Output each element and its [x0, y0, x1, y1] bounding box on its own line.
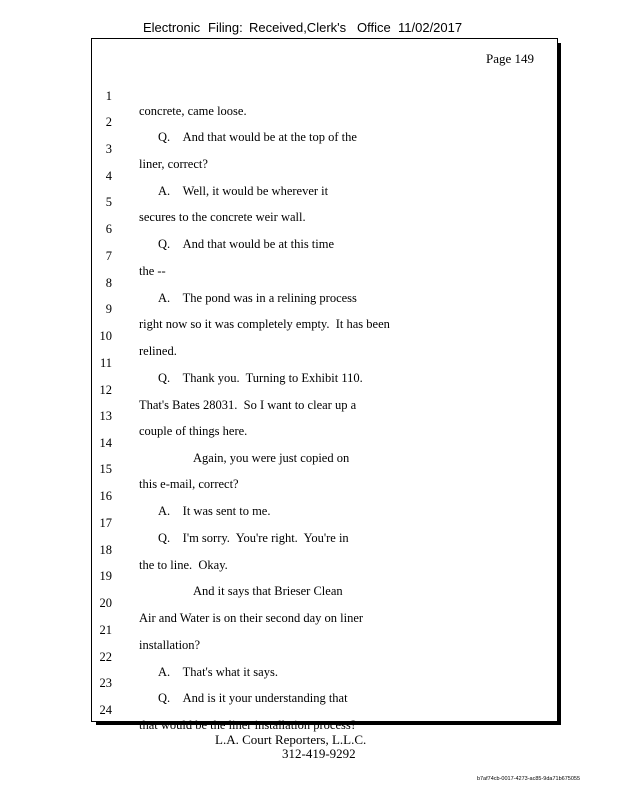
line-text: couple of things here.	[139, 424, 248, 438]
line-text: installation?	[139, 638, 201, 652]
line-number: 11	[99, 356, 112, 370]
line-number: 18	[99, 543, 112, 557]
line-text: right now so it was completely empty. It has been	[139, 317, 390, 331]
line-text: Q. And is it your understanding that	[158, 691, 348, 705]
line-text: Q. And that would be at the top of the	[158, 130, 357, 144]
transcript-line	[0, 234, 166, 278]
line-number: 19	[99, 569, 112, 583]
line-number: 13	[99, 409, 112, 423]
line-text: Q. Thank you. Turning to Exhibit 110.	[158, 371, 363, 385]
line-number: 20	[99, 596, 112, 610]
line-text: A. That's what it says.	[158, 665, 278, 679]
line-text: relined.	[139, 344, 177, 358]
line-text: Again, you were just copied on	[193, 451, 350, 465]
line-text: A. It was sent to me.	[158, 504, 271, 518]
filing-stamp-date: 11/02/2017	[398, 20, 463, 35]
line-text: A. The pond was in a relining process	[158, 291, 357, 305]
line-number: 6	[105, 222, 112, 236]
line-number: 2	[105, 115, 112, 129]
line-text: that would be the liner installation process?	[139, 718, 357, 732]
line-number: 24	[99, 703, 112, 717]
filing-stamp-received: Received,Clerk's	[249, 20, 347, 35]
filing-stamp-header	[0, 20, 618, 38]
line-number: 17	[99, 516, 112, 530]
line-number: 15	[99, 462, 112, 476]
transcript-line	[0, 447, 239, 491]
line-number: 23	[99, 676, 112, 690]
line-text: And it says that Brieser Clean	[193, 584, 343, 598]
line-number: 9	[105, 302, 112, 316]
line-text: liner, correct?	[139, 157, 208, 171]
line-number: 21	[99, 623, 112, 637]
line-number: 10	[99, 329, 112, 343]
line-text: Q. And that would be at this time	[158, 237, 335, 251]
line-number: 16	[99, 489, 112, 503]
line-number: 7	[105, 249, 112, 263]
document-hash: b7af74cb-0017-4273-ac85-9da71b675055	[476, 776, 580, 782]
transcript-line	[0, 74, 247, 118]
line-text: concrete, came loose.	[139, 104, 247, 118]
line-text: the --	[139, 264, 166, 278]
line-number: 8	[105, 276, 112, 290]
filing-stamp-filing: Filing:	[208, 20, 243, 35]
line-text: the to line. Okay.	[139, 558, 228, 572]
transcript-line	[0, 314, 177, 358]
line-text: A. Well, it would be wherever it	[158, 184, 329, 198]
line-number: 22	[99, 650, 112, 664]
line-number: 12	[99, 383, 112, 397]
transcript-line	[0, 528, 228, 572]
line-text: Q. I'm sorry. You're right. You're in	[158, 531, 349, 545]
line-text: Air and Water is on their second day on liner	[139, 611, 364, 625]
filing-stamp-electronic: Electronic	[143, 20, 201, 35]
line-number: 3	[105, 142, 112, 156]
court-reporter-phone: 312-419-9292	[282, 746, 356, 761]
court-reporter-name: L.A. Court Reporters, L.L.C.	[215, 732, 367, 747]
transcript-line	[0, 608, 201, 652]
page-number: Page 149	[485, 51, 534, 66]
line-text: secures to the concrete weir wall.	[139, 210, 306, 224]
transcript-line	[0, 127, 208, 171]
line-number: 1	[105, 89, 112, 103]
line-number: 14	[99, 436, 112, 450]
line-text: this e-mail, correct?	[139, 477, 239, 491]
line-number: 4	[105, 169, 112, 183]
transcript-line	[0, 261, 357, 305]
line-number: 5	[105, 195, 112, 209]
line-text: That's Bates 28031. So I want to clear up a	[139, 398, 357, 412]
filing-stamp-office: Office	[357, 20, 391, 35]
